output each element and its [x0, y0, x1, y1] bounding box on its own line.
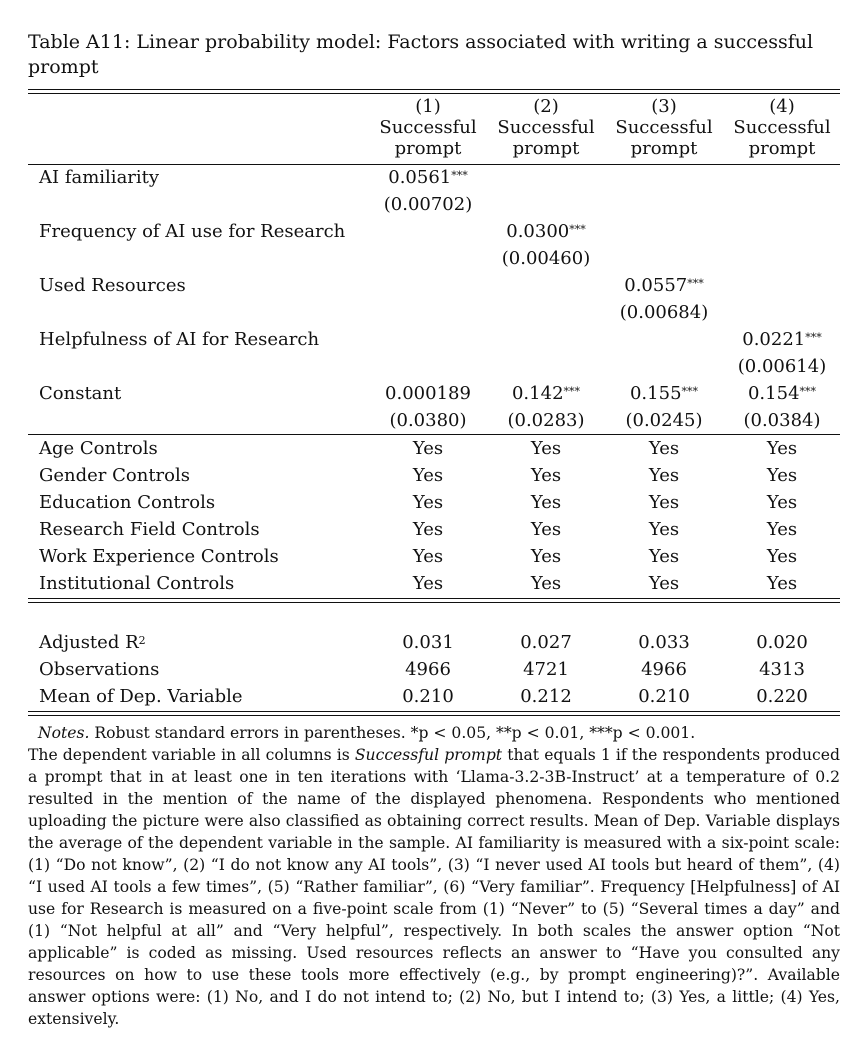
top-rule: [28, 89, 840, 90]
standard-error-cell: (0.0245): [625, 410, 703, 431]
row-label: Research Field Controls: [39, 519, 260, 540]
row-label: Education Controls: [39, 492, 216, 513]
standard-error-cell: (0.00684): [619, 302, 709, 323]
column-header-4: (4) Successful prompt: [733, 96, 831, 159]
statistic-cell: 0.031: [402, 632, 454, 653]
table-caption: Table A11: Linear probability model: Factors associated with writing a successful prompt: [28, 31, 814, 78]
bottom-rule-1: [28, 711, 840, 712]
statistic-cell: 0.020: [756, 632, 808, 653]
notes-paragraph: The dependent variable in all columns is Successful prompt that equals 1 if the respondents produced a prompt that in at least one in ten iterations with ‘Llama-3.2-3B-Instruct’ at a temperature of 0.2 resulted in the mention of the name of the displayed phenomena. Respondents who mentioned uploading the picture were also classified as obtaining correct results. Mean of Dep. Variable displays the average of the dependent variable in the sample. AI familiarity is measured with a six-point scale: (1) “Do not know”, (2) “I do not know any AI tools”, (3) “I never used AI tools but heard of them”, (4) “I used AI tools a few times”, (5) “Rather familiar”, (6) “Very familiar”. Frequency [Helpfulness] of AI use for Research is measured on a five-point scale from (1) “Never” to (5) “Several times a day” and (1) “Not helpful at all” and “Very helpful”, respectively. In both scales the answer option “Not applicable” is coded as missing. Used resources reflects an answer to “Have you consulted any resources on how to use these tools more effectively (e.g., by prompt engineering)?”. Available answer options were: (1) No, and I do not intend to; (2) No, but I intend to; (3) Yes, a little; (4) Yes, extensively.: [28, 746, 841, 1028]
control-cell: Yes: [530, 492, 562, 513]
statistic-cell: 4966: [641, 659, 687, 680]
coefficient-cell: 0.155***: [629, 383, 699, 404]
control-cell: Yes: [648, 519, 680, 540]
row-label: Helpfulness of AI for Research: [39, 329, 320, 350]
control-cell: Yes: [766, 546, 798, 567]
standard-error-cell: (0.0384): [743, 410, 821, 431]
row-label: Age Controls: [39, 438, 158, 459]
notes-line-1: Notes. Robust standard errors in parentheses. *p < 0.05, **p < 0.01, ***p < 0.001.: [37, 724, 696, 742]
statistic-cell: 0.027: [520, 632, 572, 653]
row-label: Institutional Controls: [39, 573, 235, 594]
row-label: AI familiarity: [39, 167, 160, 188]
stats-rule-2: [28, 602, 840, 603]
statistic-cell: 4313: [759, 659, 805, 680]
row-label: Observations: [39, 659, 160, 680]
table-notes: [28, 722, 840, 1030]
standard-error-cell: (0.00702): [383, 194, 473, 215]
statistic-cell: 4966: [405, 659, 451, 680]
coefficient-cell: 0.0221***: [742, 329, 822, 350]
standard-error-cell: (0.00460): [501, 248, 591, 269]
top-rule-2: [28, 93, 840, 94]
statistic-cell: 0.210: [638, 686, 690, 707]
control-cell: Yes: [530, 573, 562, 594]
control-cell: Yes: [648, 492, 680, 513]
control-cell: Yes: [766, 492, 798, 513]
control-cell: Yes: [530, 519, 562, 540]
coefficient-cell: 0.0561***: [388, 167, 468, 188]
statistic-cell: 0.033: [638, 632, 690, 653]
control-cell: Yes: [648, 438, 680, 459]
row-label: Adjusted $R^2$: [39, 632, 146, 653]
control-cell: Yes: [766, 438, 798, 459]
coefficient-cell: 0.0557***: [624, 275, 704, 296]
standard-error-cell: (0.00614): [737, 356, 827, 377]
standard-error-cell: (0.0380): [389, 410, 467, 431]
row-label: Mean of Dep. Variable: [39, 686, 243, 707]
coefficient-cell: 0.142***: [511, 383, 581, 404]
statistic-cell: 4721: [523, 659, 569, 680]
control-cell: Yes: [766, 573, 798, 594]
control-cell: Yes: [648, 465, 680, 486]
bottom-rule-2: [28, 715, 840, 716]
control-cell: Yes: [648, 573, 680, 594]
control-cell: Yes: [412, 465, 444, 486]
control-cell: Yes: [412, 519, 444, 540]
row-label: Gender Controls: [39, 465, 190, 486]
statistic-cell: 0.212: [520, 686, 572, 707]
control-cell: Yes: [766, 465, 798, 486]
coefficient-cell: 0.000189: [385, 383, 471, 404]
control-cell: Yes: [530, 438, 562, 459]
control-cell: Yes: [412, 546, 444, 567]
control-cell: Yes: [412, 573, 444, 594]
controls-rule: [28, 434, 840, 435]
row-label: Constant: [39, 383, 122, 404]
header-rule: [28, 164, 840, 165]
standard-error-cell: (0.0283): [507, 410, 585, 431]
statistic-cell: 0.220: [756, 686, 808, 707]
column-header-2: (2) Successful prompt: [497, 96, 595, 159]
control-cell: Yes: [412, 492, 444, 513]
row-label: Work Experience Controls: [39, 546, 279, 567]
control-cell: Yes: [530, 546, 562, 567]
coefficient-cell: 0.0300***: [506, 221, 586, 242]
column-header-3: (3) Successful prompt: [615, 96, 713, 159]
row-label: Used Resources: [39, 275, 186, 296]
control-cell: Yes: [412, 438, 444, 459]
coefficient-cell: 0.154***: [747, 383, 817, 404]
control-cell: Yes: [530, 465, 562, 486]
control-cell: Yes: [766, 519, 798, 540]
column-header-1: (1) Successful prompt: [379, 96, 477, 159]
statistic-cell: 0.210: [402, 686, 454, 707]
row-label: Frequency of AI use for Research: [39, 221, 346, 242]
control-cell: Yes: [648, 546, 680, 567]
stats-rule-1: [28, 598, 840, 599]
